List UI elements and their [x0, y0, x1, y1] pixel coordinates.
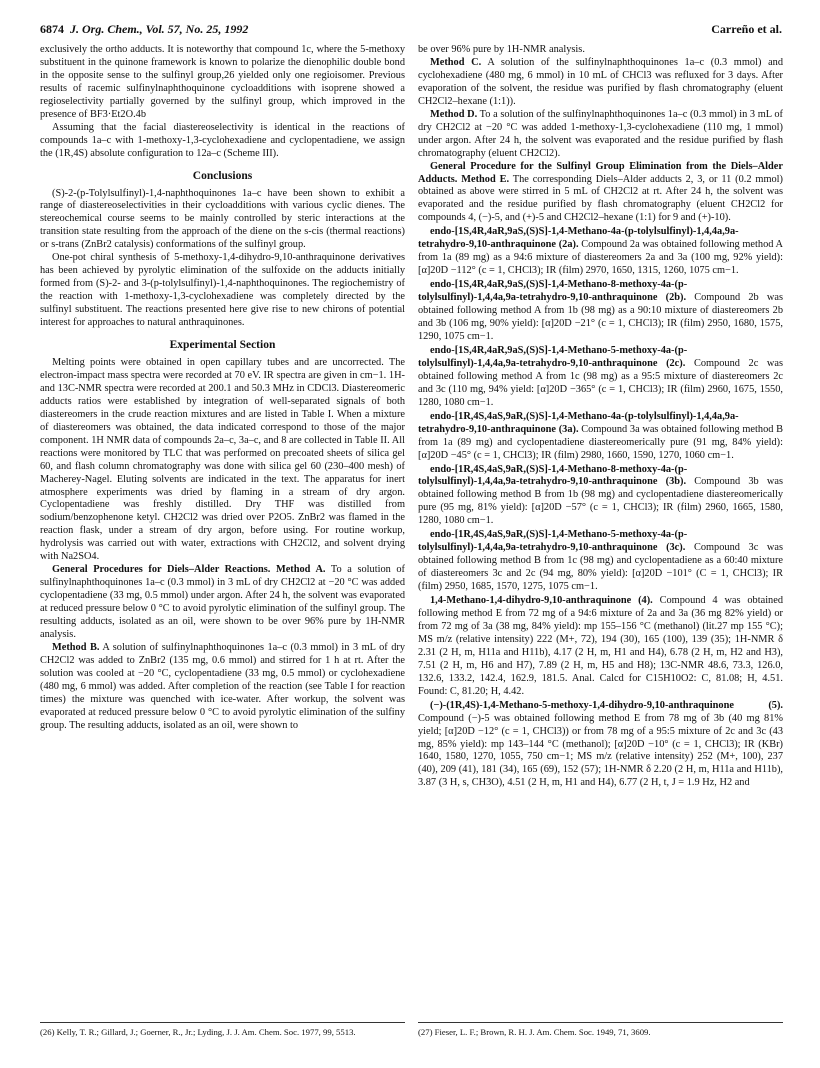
method-e-paragraph — [418, 161, 783, 226]
page-number: 6874 — [40, 22, 64, 36]
continued-text: be over 96% pure by 1H-NMR analysis. — [418, 44, 585, 55]
compound-3b-text: Compound 3b was obtained following method B from 1b (98 mg) and cyclopentadiene diastereomerically pure (95 mg, 81% yield): [α]20D −57° (c = 1, CHCl3); IR (film) 2960, 1665, 1580, 1280, 1080 cm−1. — [418, 476, 783, 527]
paragraph-assume: Assuming that the facial diastereoselectivity is identical in the reactions of compounds 1a–c with 1-methoxy-1,3-cyclohexadiene and cyclopentadiene, we assign the (1R,4S) absolute configuration to 12a–c (Scheme III). — [40, 121, 405, 159]
compound-3a-name: endo-[1R,4S,4aS,9aR,(S)S]-1,4-Methano-4a-(p-tolylsulfinyl)-1,4,4a,9a-tetrahydro-9,10-anthraquinone (3a). — [418, 410, 739, 435]
method-c-text: A solution of the sulfinylnaphthoquinones 1a–c (0.3 mmol) and cyclohexadiene (480 mg, 6 mmol) in 10 mL of CHCl3 was refluxed for 3 days. After evaporation of the solvent, the residue was purified by flash chromatography (eluent CH2Cl2–hexane (1:1)). — [418, 56, 784, 107]
author-running-head: Carreño et al. — [711, 22, 782, 36]
method-d-heading: Method D. — [430, 108, 478, 120]
footnote-27: (27) Fieser, L. F.; Brown, R. H. J. Am. Chem. Soc. 1949, 71, 3609. — [418, 1027, 651, 1037]
journal-citation: J. Org. Chem., Vol. 57, No. 25, 1992 — [70, 22, 249, 36]
footnote-26: (26) Kelly, T. R.; Gillard, J.; Goerner, R., Jr.; Lyding, J. J. Am. Chem. Soc. 1977, 99, 5513. — [40, 1027, 356, 1037]
right-column — [418, 44, 783, 790]
method-c-paragraph — [418, 57, 783, 109]
compound-2c-entry — [418, 345, 783, 410]
method-c-heading: Method C. — [430, 56, 482, 68]
page-number-and-journal — [40, 22, 248, 37]
compound-2a-name: endo-[1S,4R,4aR,9aS,(S)S]-1,4-Methano-4a-(p-tolylsulfinyl)-1,4,4a,9a-tetrahydro-9,10-anthraquinone (2a). — [418, 226, 739, 251]
compound-5-entry — [418, 700, 783, 791]
compound-3a-text: Compound 3a was obtained following method B from 1a (89 mg) and cyclopentadiene diastereomerically pure (91 mg, 84% yield): [α]20D −45° (c = 1, CHCl3); IR (film) 2980, 1660, 1590, 1270, 1060 cm−1. — [418, 423, 784, 461]
method-d-text: To a solution of the sulfinylnaphthoquinones 1a–c (0.3 mmol) in 3 mL of dry CH2Cl2 at −20 °C was added 1-methoxy-1,3-cyclohexadiene (110 mg, 1 mmol) under argon. After 24 h, the solvent was evaporated and the residue purified by flash chromatography (eluent CH2Cl2). — [418, 108, 783, 159]
footnote-left — [40, 1022, 405, 1038]
left-column — [40, 44, 405, 733]
compound-4-name: 1,4-Methano-1,4-dihydro-9,10-anthraquinone (4). — [430, 595, 653, 607]
method-b-paragraph — [40, 642, 405, 733]
paragraph-intro: exclusively the ortho adducts. It is noteworthy that compound 1c, where the 5-methoxy substituent in the quinone framework is known to polarize the dienophilic double bond in the opposite sense to the sulfinyl group,26 yielded only one regioisomer. Previous results of racemic sulfinylnaphthoquinone cycloadditions with isoprene showed a regioselectivity partially governed by the sulfinyl group, which improved in the presence of BF3·Et2O.4b — [40, 44, 405, 120]
compound-3c-entry — [418, 529, 783, 594]
method-b-text: A solution of sulfinylnaphthoquinones 1a–c (0.3 mmol) in 3 mL of dry CH2Cl2 was added to ZnBr2 (135 mg, 0.6 mmol) and stirred for 1 h at rt. After the solution was cooled at −20 °C, cyclopentadiene (33 mg, 0.5 mmol) or cyclohexadiene (480 mg, 6 mmol) was added. After completion of the reaction (see Table I for reaction times) the mixture was quenched with ice-water. After workup, the solvent was evaporated at reduced pressure below 0 °C to avoid pyrolytic elimination of the sulfiny group. The resulting adducts, isolated as an oil, were shown to — [40, 641, 405, 731]
method-d-paragraph — [418, 109, 783, 161]
conclusions-paragraph-1: (S)-2-(p-Tolylsulfinyl)-1,4-naphthoquinones 1a–c have been shown to exhibit a range of diastereoselectivities in their cycloadditions with various cyclic dienes. The stereochemical course seems to be mainly controlled by steric interactions at the transition state resulting from the approach of the diene on the s-cis (thermal reactions) or s-trans (ZnBr2 catalysis) conformations of the sulfinyl group. — [40, 187, 405, 251]
compound-3a-entry — [418, 411, 783, 463]
conclusions-heading: Conclusions — [192, 169, 253, 182]
compound-2b-entry — [418, 279, 783, 344]
method-e-heading: General Procedure for the Sulfinyl Group Elimination from the Diels–Alder Adducts. Method E. — [418, 160, 783, 185]
method-a-heading: General Procedures for Diels–Alder Reactions. Method A. — [52, 564, 326, 576]
compound-3b-entry — [418, 464, 783, 529]
page-header — [40, 22, 782, 38]
method-b-heading: Method B. — [52, 641, 100, 653]
compound-4-text: Compound 4 was obtained following method E from 72 mg of a 94:6 mixture of 2a and 3a (36 mg 82% yield) or from 72 mg of 3a (38 mg, 84% yield): mp 155–156 °C (methanol) (lit.27 mp 155 °C); MS m/z (relative intensity) 222 (M+, 72), 194 (30), 165 (100), 139 (35); 1H-NMR δ 2.31 (2 H, m, H11a and H11b), 4.17 (2 H, m, H1 and H4), 6.78 (2 H, m, H2 and H3), 7.51 (2 H, m, H6 and H7), 7.89 (2 H, m, H5 and H8); 13C-NMR 48.6, 73.3, 126.0, 132.6, 133.2, 142.4, 162.9, 181.5. Anal. Calcd for C15H10O2: C, 81.08; H, 4.51. Found: C, 81.20; H, 4.42. — [418, 595, 783, 697]
compound-2a-entry — [418, 226, 783, 278]
method-e-text: The corresponding Diels–Alder adducts 2, 3, or 11 (0.2 mmol) obtained as above were stirred in 5 mL of CH2Cl2 at rt. After 24 h, the solvent was evaporated and the residue purified by flash chromatography (eluent CH2Cl2 for compounds 4, (−)-5, and (+)-5 and CH2Cl2–hexane (1:1) for 9 and (+)-10). — [418, 173, 784, 224]
compound-2a-text: Compound 2a was obtained following method A from 1a (89 mg) as a 94:6 mixture of diastereomers 2a and 3a (100 mg, 92% yield): [α]20D −112° (c = 1, CHCl3); IR (film) 2970, 1650, 1315, 1260, 1075 cm−1. — [418, 239, 784, 277]
conclusions-paragraph-2: One-pot chiral synthesis of 5-methoxy-1,4-dihydro-9,10-anthraquinone derivatives has been achieved by pyrolytic elimination of the sulfoxide on the adducts initially formed from (S)-2- and 3-(p-tolylsulfinyl)-1,4-naphthoquinones. The regiochemistry of the reaction with 1-methoxy-1,3-cyclohexadiene was completely directed by the sulfinyl substituent. The reactions presented here give rise to new chirons of potential interest for approaches to natural anthraquinones. — [40, 252, 405, 329]
footnote-right — [418, 1022, 783, 1038]
experimental-heading: Experimental Section — [169, 339, 276, 352]
compound-2b-name: endo-[1S,4R,4aR,9aS,(S)S]-1,4-Methano-8-methoxy-4a-(p-tolylsulfinyl)-1,4,4a,9a-tetrahydro-9,10-anthraquinone (2b). — [418, 279, 688, 304]
method-a-text: To a solution of sulfinylnaphthoquinones 1a–c (0.3 mmol) in 3 mL of dry CH2Cl2 at −20 °C was added cyclopentadiene (33 mg, 0.5 mmol) under argon. After 24 h, the solvent was evaporated at reduced pressure below 0 °C to avoid pyrolytic elimination of the sulfinyl group. The resulting adducts, isolated as an oil, were shown to be over 96% pure by 1H-NMR analysis. — [40, 564, 405, 640]
compound-2c-text: Compound 2c was obtained following method A from 1c (98 mg) as a 95:5 mixture of diastereomers 2c and 3c (110 mg, 94% yield: [α]20D −365° (c = 1, CHCl3); IR (film) 2960, 1675, 1550, 1280, 1080 cm−1. — [418, 357, 783, 408]
compound-4-entry — [418, 595, 783, 699]
compound-5-name: (−)-(1R,4S)-1,4-Methano-5-methoxy-1,4-dihydro-9,10-anthraquinone (5). — [430, 699, 783, 711]
experimental-paragraph-1: Melting points were obtained in open capillary tubes and are uncorrected. The electron-impact mass spectra were recorded at 70 eV. IR spectra are given in cm−1. 1H- and 13C-NMR spectra were recorded at 200.1 and 50.3 MHz in CDCl3. Diastereomeric adducts ratios were established by integration of well-separated signals of both diastereomers in the crude reaction mixtures and are listed in Table I. When a mixture of diastereomers was obtained, the data indicated correspond to those of the major component. 1H NMR data of compounds 2a–c, 3a–c, and 8 are collected in Table II. All reactions were monitored by TLC that was performed on precoated sheets of silica gel 60, and flash column chromatography was done with silica gel 60 (230–400 mesh) of Macherey-Nagel. Eluting solvents are indicated in the text. The apparatus for inert atmosphere experiments was dried by flaming in a stream of dry argon. Cyclopentadiene was freshly distilled. Dry THF was distilled from sodium/benzophenone ketyl. CH2Cl2 was dried over P2O5. ZnBr2 was flamed in the reaction flask, under a stream of dry argon, before using. For routine workup, hydrolysis was carried out with water, extractions with CH2Cl2, and solvent drying with Na2SO4. — [40, 356, 405, 563]
compound-3c-name: endo-[1R,4S,4aS,9aR,(S)S]-1,4-Methano-5-methoxy-4a-(p-tolylsulfinyl)-1,4,4a,9a-tetrahydro-9,10-anthraquinone (3c). — [418, 529, 688, 554]
compound-3b-name: endo-[1R,4S,4aS,9aR,(S)S]-1,4-Methano-8-methoxy-4a-(p-tolylsulfinyl)-1,4,4a,9a-tetrahydro-9,10-anthraquinone (3b). — [418, 463, 688, 488]
compound-5-text: Compound (−)-5 was obtained following method E from 78 mg of 3b (40 mg 81% yield; [α]20D −12° (c = 1, CHCl3)) or from 78 mg of a 95:5 mixture of 2c and 3c (43 mg, 85% yield): mp 143–144 °C (methanol); [α]20D −10° (c = 1, CHCl3); IR (KBr) 1640, 1580, 1270, 1055, 750 cm−1; MS m/z (relative intensity) 252 (M+, 100), 237 (40), 209 (41), 181 (34), 165 (69), 152 (57); 1H-NMR δ 2.20 (2 H, m, H11a and H11b), 3.87 (3 H, s, CH3O), 4.51 (2 H, m, H1 and H4), 6.77 (2 H, t, J = 1.9 Hz, H2 and — [418, 712, 783, 789]
compound-2c-name: endo-[1S,4R,4aR,9aS,(S)S]-1,4-Methano-5-methoxy-4a-(p-tolylsulfinyl)-1,4,4a,9a-tetrahydro-9,10-anthraquinone (2c). — [418, 344, 688, 369]
compound-3c-text: Compound 3c was obtained following method B from 1c (98 mg) and cyclopentadiene as a 60:40 mixture of diastereomers 3c and 2c (94 mg, 80% yield): [α]20D −101° (C = 1, CHCl3); IR (film) 2950, 1685, 1570, 1275, 1075 cm−1. — [418, 542, 783, 593]
compound-2b-text: Compound 2b was obtained following method A from 1b (98 mg) as a 90:10 mixture of diastereomers 2b and 3b (106 mg, 90% yield): [α]20D −21° (c = 1, CHCl3); IR (film) 2950, 1680, 1575, 1290, 1075 cm−1. — [418, 292, 783, 342]
method-a-paragraph — [40, 564, 405, 642]
